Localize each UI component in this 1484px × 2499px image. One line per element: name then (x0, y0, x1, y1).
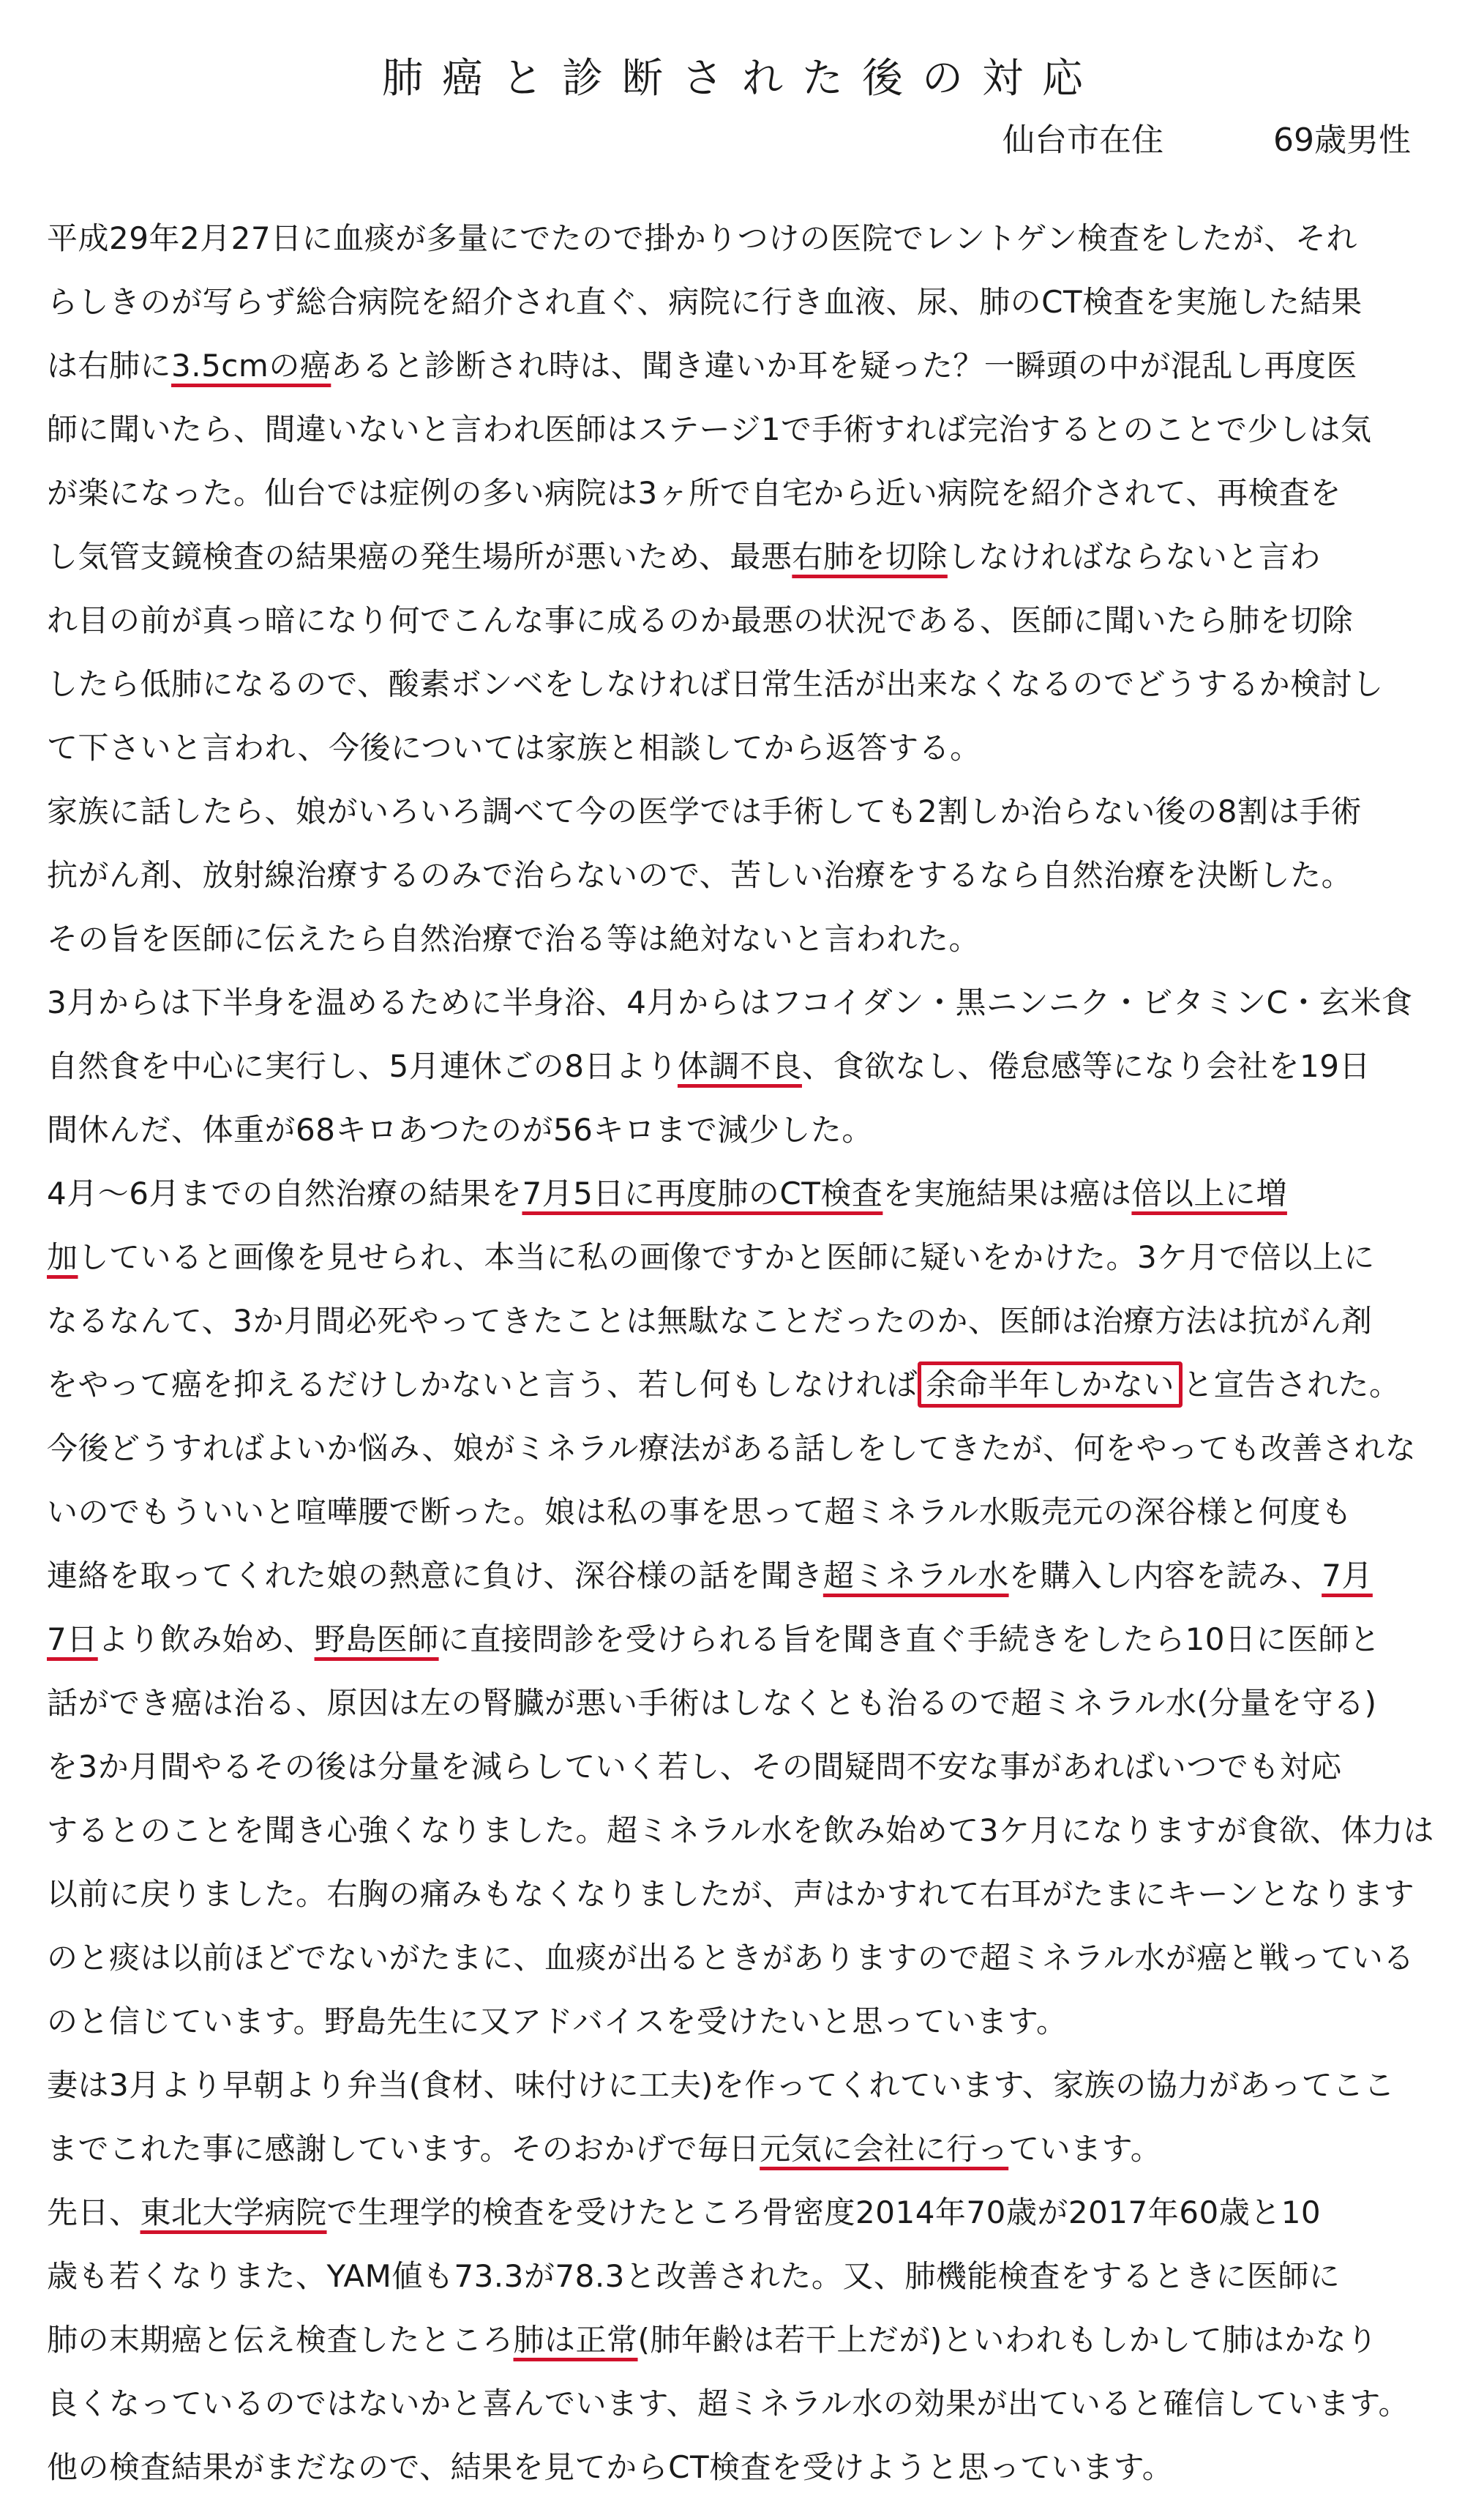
text-segment: いのでもういいと喧嘩腰で断った。娘は私の事を思って超ミネラル水販売元の深谷様と何度も (47, 1494, 1352, 1530)
boxed-phrase: 余命半年しかない (918, 1361, 1183, 1408)
text-segment: より飲み始め、 (97, 1621, 315, 1657)
text-line (47, 461, 1437, 525)
text-line (47, 1098, 1437, 1162)
author-location: 仙台市在住 (1003, 122, 1163, 159)
text-line (47, 2372, 1437, 2435)
text-line (47, 843, 1437, 907)
text-line (47, 206, 1437, 270)
text-line (47, 1416, 1437, 1480)
text-segment: までこれた事に感謝しています。そのおかげで毎日 (47, 2131, 760, 2167)
text-segment: 平成29年2月27日に血痰が多量にでたので掛かりつけの医院でレントゲン検査をしたが、それ (47, 220, 1357, 256)
text-segment: が楽になった。仙台では症例の多い病院は3ヶ所で自宅から近い病院を紹介されて、再検査を (47, 475, 1341, 511)
document-title: 肺癌と診断された後の対応 (382, 55, 1102, 102)
text-segment: 連絡を取ってくれた娘の熱意に負け、深谷様の話を聞き (47, 1558, 823, 1594)
text-segment: らしきのが写らず総合病院を紹介され直ぐ、病院に行き血液、尿、肺のCT検査を実施した結果 (47, 284, 1363, 320)
text-segment: て下さいと言われ、今後については家族と相談してから返答する。 (47, 730, 981, 766)
text-segment: は右肺に (47, 348, 172, 384)
text-line (47, 334, 1437, 397)
text-segment: 妻は3月より早朝より弁当(食材、味付けに工夫)を作ってくれています、家族の協力があってここ (47, 2067, 1395, 2103)
text-segment: し気管支鏡検査の結果癌の発生場所が悪いため、最悪 (47, 539, 792, 575)
text-segment: なるなんて、3か月間必死やってきたことは無駄なことだったのか、医師は治療方法は抗がん剤 (47, 1303, 1373, 1339)
text-line (47, 1607, 1437, 1671)
paragraph (47, 2053, 1437, 2181)
text-segment: 抗がん剤、放射線治療するのみで治らないので、苦しい治療をするなら自然治療を決断した。 (47, 857, 1353, 893)
underlined-phrase: 東北大学病院 (140, 2194, 327, 2230)
text-segment: 師に聞いたら、間違いないと言われ医師はステージ1で手術すれば完治するとのことで少しは気 (47, 411, 1372, 447)
underlined-phrase: 超ミネラル水 (822, 1558, 1009, 1594)
text-line (47, 971, 1437, 1034)
text-line (47, 1289, 1437, 1353)
underlined-phrase: 元気に会社に行っ (760, 2131, 1009, 2167)
text-segment: その旨を医師に伝えたら自然治療で治る等は絶対ないと言われた。 (47, 921, 981, 957)
text-line (47, 1162, 1437, 1225)
underlined-phrase: 体調不良 (677, 1048, 802, 1084)
paragraph (47, 1162, 1437, 2053)
paragraph (47, 780, 1437, 971)
text-line (47, 397, 1437, 461)
text-segment: 、食欲なし、倦怠感等になり会社を19日 (801, 1048, 1371, 1084)
underlined-phrase: 倍以上に増 (1131, 1176, 1287, 1211)
text-segment: を実施結果は癌は (882, 1176, 1132, 1211)
text-segment: 歳も若くなりまた、YAM値も73.3が78.3と改善された。又、肺機能検査をするときに医師に (47, 2258, 1341, 2294)
text-segment: れ目の前が真っ暗になり何でこんな事に成るのか最悪の状況である、医師に聞いたら肺を切除 (47, 602, 1354, 638)
text-segment: ています。 (1008, 2131, 1162, 2167)
text-line (47, 1862, 1437, 1926)
text-line (47, 1353, 1437, 1416)
text-segment: 3月からは下半身を温めるために半身浴、4月からはフコイダン・黒ニンニク・ビタミンC・玄米食 (47, 985, 1413, 1020)
text-segment: 以前に戻りました。右胸の痛みもなくなりましたが、声はかすれて右耳がたまにキーンとなります (47, 1876, 1415, 1912)
text-line (47, 2244, 1437, 2308)
text-line (47, 2435, 1437, 2499)
text-segment: を3か月間やるその後は分量を減らしていく若し、その間疑問不安な事があればいつでも対応 (47, 1749, 1342, 1785)
underlined-phrase: 右肺を切除 (792, 539, 948, 575)
text-line (47, 716, 1437, 780)
text-segment: で生理学的検査を受けたところ骨密度2014年70歳が2017年60歳と10 (326, 2194, 1322, 2230)
text-segment: するとのことを聞き心強くなりました。超ミネラル水を飲み始めて3ケ月になりますが食欲、体力は (47, 1812, 1434, 1848)
text-segment: していると画像を見せられ、本当に私の画像ですかと医師に疑いをかけた。3ケ月で倍以上に (78, 1239, 1375, 1275)
text-line (47, 1225, 1437, 1289)
underlined-phrase: 7日 (47, 1621, 98, 1657)
text-line (47, 907, 1437, 971)
text-line (47, 1034, 1437, 1098)
paragraph (47, 2181, 1437, 2499)
text-line (47, 1735, 1437, 1798)
text-segment: 4月～6月までの自然治療の結果を (47, 1176, 522, 1211)
underlined-phrase: 3.5cmの癌 (171, 348, 331, 384)
text-line (47, 2117, 1437, 2181)
text-segment: 間休んだ、体重が68キロあつたのが56キロまで減少した。 (47, 1112, 873, 1148)
text-segment: しなければならないと言わ (947, 539, 1321, 575)
text-segment: 今後どうすればよいか悩み、娘がミネラル療法がある話しをしてきたが、何をやっても改善されな (47, 1430, 1417, 1466)
text-line (47, 1480, 1437, 1544)
text-line (47, 2181, 1437, 2244)
underlined-phrase: 加 (47, 1239, 78, 1275)
text-line (47, 270, 1437, 334)
text-line (47, 1926, 1437, 1990)
text-segment: あると診断され時は、聞き違いか耳を疑った？一瞬頭の中が混乱し再度医 (331, 348, 1357, 384)
text-segment: をやって癌を抑えるだけしかないと言う、若し何もしなければ (47, 1367, 918, 1402)
underlined-phrase: 7月5日に再度肺のCT検査 (522, 1176, 883, 1211)
author-profile: 69歳男性 (1273, 122, 1411, 159)
text-segment: 自然食を中心に実行し、5月連休ごの8日より (47, 1048, 678, 1084)
text-segment: 肺の末期癌と伝え検査したところ (47, 2322, 514, 2358)
text-segment: 他の検査結果がまだなので、結果を見てからCT検査を受けようと思っています。 (47, 2449, 1174, 2485)
text-segment: と宣告された。 (1183, 1367, 1401, 1402)
text-segment: 話ができ癌は治る、原因は左の腎臓が悪い手術はしなくとも治るので超ミネラル水(分量を守る) (47, 1685, 1377, 1721)
text-line (47, 780, 1437, 843)
testimonial-body (47, 206, 1437, 2499)
text-line (47, 2053, 1437, 2117)
text-line (47, 652, 1437, 716)
text-segment: を購入し内容を読み、 (1008, 1558, 1322, 1594)
text-line (47, 1544, 1437, 1607)
text-segment: のと信じています。野島先生に又アドバイスを受けたいと思っています。 (47, 2003, 1068, 2039)
text-line (47, 1671, 1437, 1735)
text-line (47, 525, 1437, 589)
paragraph (47, 206, 1437, 780)
underlined-phrase: 肺は正常 (513, 2322, 638, 2358)
text-segment: 家族に話したら、娘がいろいろ調べて今の医学では手術しても2割しか治らない後の8割は手術 (47, 793, 1362, 829)
paragraph (47, 971, 1437, 1162)
text-line (47, 2308, 1437, 2372)
author-info (1003, 119, 1411, 163)
text-segment: 良くなっているのではないかと喜んでいます、超ミネラル水の効果が出ていると確信しています。 (47, 2386, 1410, 2421)
text-segment: のと痰は以前ほどでないがたまに、血痰が出るときがありますので超ミネラル水が癌と戦っている (47, 1940, 1414, 1976)
text-segment: に直接問診を受けられる旨を聞き直ぐ手続きをしたら10日に医師と (438, 1621, 1381, 1657)
text-segment: 先日、 (47, 2194, 140, 2230)
text-line (47, 1798, 1437, 1862)
text-line (47, 589, 1437, 652)
underlined-phrase: 野島医師 (314, 1621, 439, 1657)
underlined-phrase: 7月 (1322, 1558, 1373, 1594)
text-line (47, 1990, 1437, 2053)
text-segment: したら低肺になるので、酸素ボンベをしなければ日常生活が出来なくなるのでどうするか検討し (47, 666, 1384, 702)
text-segment: (肺年齢は若干上だが)といわれもしかして肺はかなり (637, 2322, 1378, 2358)
